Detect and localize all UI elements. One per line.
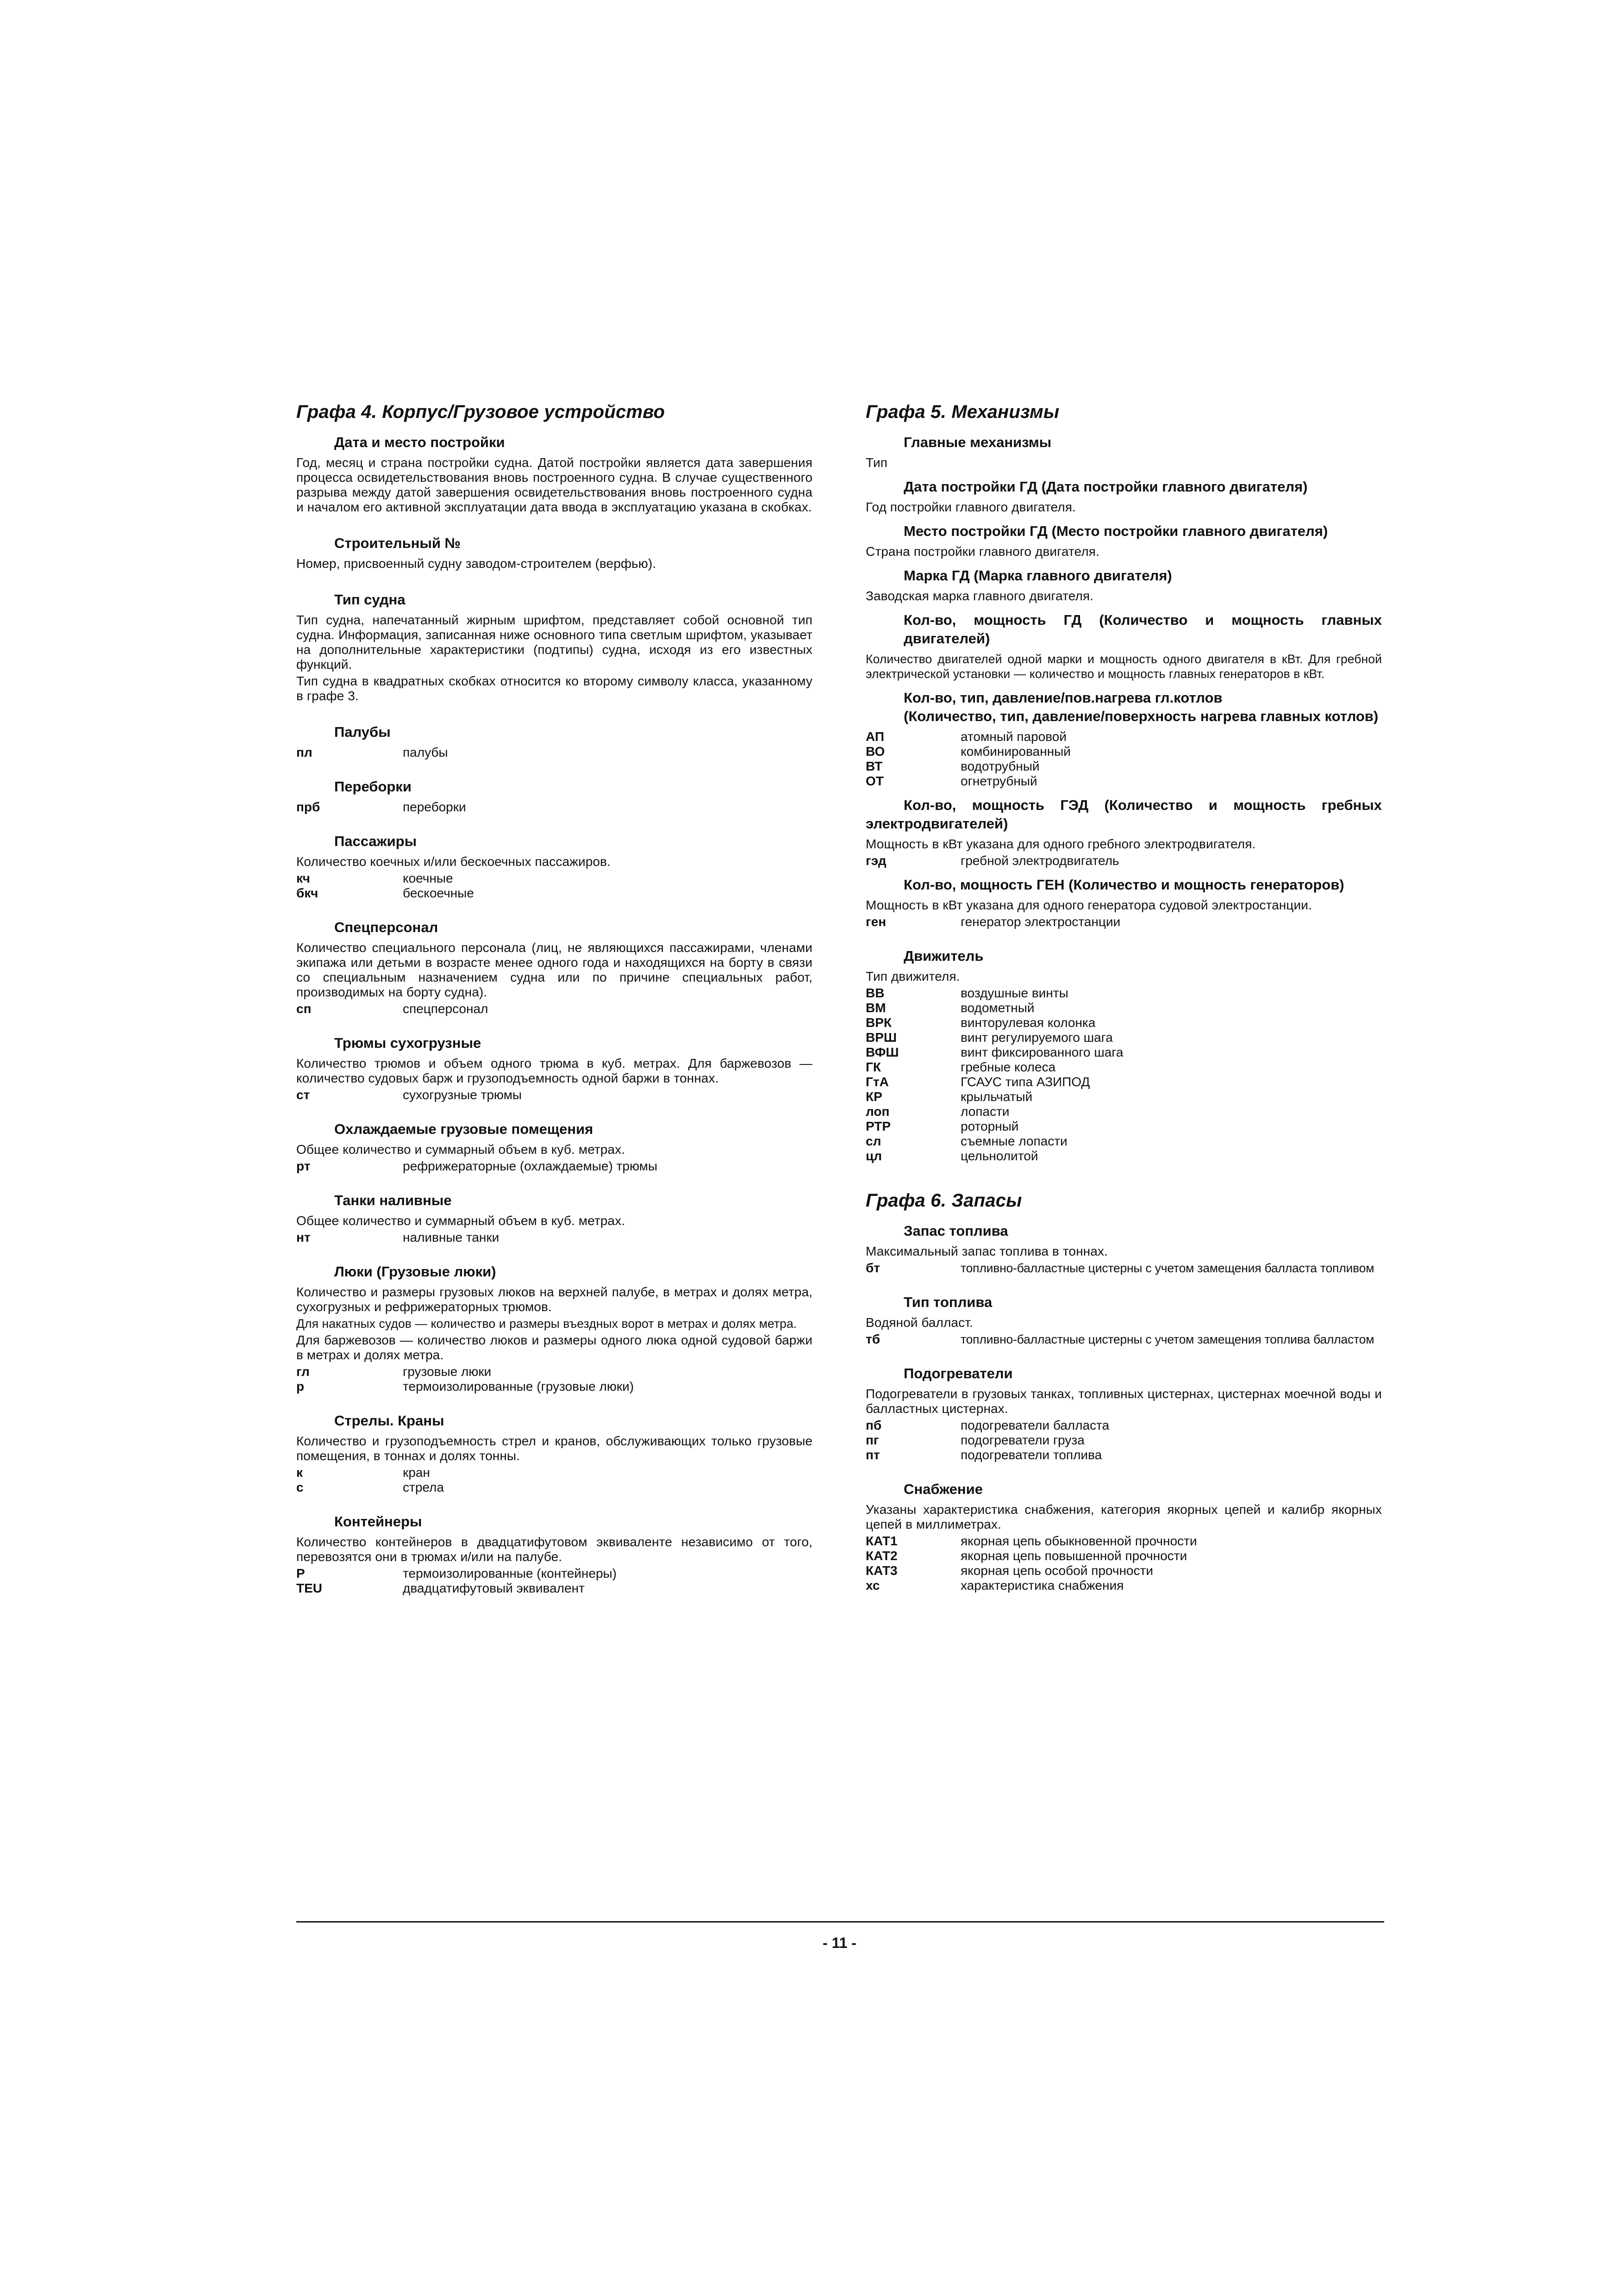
graf5-title: Графа 5. Механизмы [866, 402, 1060, 422]
code: лоп [866, 1104, 890, 1119]
code-desc: наливные танки [403, 1230, 500, 1244]
code-row [866, 853, 1382, 868]
section-heading: Строительный № [334, 535, 461, 551]
paragraph: Мощность в кВт указана для одного генератора судовой электростанции. [866, 898, 1312, 912]
section-boilers [866, 689, 1382, 789]
graf6-title: Графа 6. Запасы [866, 1190, 1022, 1211]
code: нт [296, 1230, 311, 1244]
code-row [866, 1418, 1382, 1433]
code: ОТ [866, 774, 884, 788]
code-row [866, 759, 1382, 774]
code: КАТ3 [866, 1563, 898, 1578]
code: пб [866, 1418, 882, 1432]
code-desc: бескоечные [403, 886, 474, 900]
code: к [296, 1465, 303, 1480]
section-heading: Марка ГД (Марка главного двигателя) [904, 567, 1172, 584]
code-desc: сухогрузные трюмы [403, 1088, 522, 1102]
code-desc: воздушные винты [961, 986, 1068, 1000]
paragraph: Максимальный запас топлива в тоннах. [866, 1244, 1108, 1258]
footer-rule [296, 1921, 1384, 1923]
code-row [866, 915, 1382, 929]
paragraph: Количество специального персонала (лиц, не являющихся пассажирами, членами экипажа или детьми в возрасте менее одного года и находящихся на борту в связи со специальным назначением судна или по причине специальных работ, производимых на борту судна). [296, 940, 812, 999]
paragraph: Заводская марка главного двигателя. [866, 589, 1094, 603]
code-row [866, 1332, 1382, 1347]
code-desc: винт регулируемого шага [961, 1030, 1113, 1045]
code: пг [866, 1433, 879, 1447]
section-heading: Кол-во, тип, давление/пов.нагрева гл.котлов [904, 690, 1223, 706]
page-number: - 11 - [823, 1935, 856, 1951]
code-desc: топливно-балластные цистерны с учетом замещения топлива балластом [961, 1332, 1374, 1346]
section-heading: Контейнеры [334, 1513, 422, 1530]
code: рт [296, 1159, 311, 1173]
section-decks [296, 723, 812, 760]
code: бт [866, 1261, 881, 1275]
code: ген [866, 915, 887, 929]
code-row [866, 1448, 1382, 1462]
section-hatches [296, 1263, 812, 1394]
section-heading: Главные механизмы [904, 434, 1052, 450]
code-desc: якорная цепь обыкновенной прочности [961, 1534, 1197, 1548]
paragraph: Количество и грузоподъемность стрел и кранов, обслуживающих только грузовые помещения, в тоннах и долях тонны. [296, 1434, 812, 1463]
code-row [296, 1088, 812, 1102]
code: сп [296, 1002, 312, 1016]
section-heading: Дата постройки ГД (Дата постройки главного двигателя) [904, 479, 1308, 495]
code-desc: кран [403, 1465, 430, 1480]
code-row [866, 1089, 1382, 1104]
code-row [866, 1563, 1382, 1578]
code-desc: съемные лопасти [961, 1134, 1068, 1148]
code: хс [866, 1578, 880, 1593]
code-row [866, 1104, 1382, 1119]
code-row [866, 1134, 1382, 1149]
code-desc: топливно-балластные цистерны с учетом замещения балласта топливом [961, 1261, 1374, 1275]
section-heading: Место постройки ГД (Место постройки главного двигателя) [904, 523, 1328, 539]
graf4-title: Графа 4. Корпус/Грузовое устройство [296, 402, 665, 422]
code: гл [296, 1364, 310, 1379]
code-desc: термоизолированные (контейнеры) [403, 1566, 617, 1580]
code: Р [296, 1566, 305, 1580]
section-me-date [866, 478, 1382, 515]
section-me-count [866, 611, 1382, 681]
code-desc: подогреватели топлива [961, 1448, 1102, 1462]
code-desc: рефрижераторные (охлаждаемые) трюмы [403, 1159, 658, 1173]
code: тб [866, 1332, 881, 1346]
code-desc: переборки [403, 800, 466, 814]
code-desc: огнетрубный [961, 774, 1037, 788]
section-heading: Подогреватели [904, 1365, 1013, 1381]
paragraph: Количество коечных и/или бескоечных пассажиров. [296, 854, 611, 869]
code: ВФШ [866, 1045, 899, 1059]
section-heading: Стрелы. Краны [334, 1412, 444, 1429]
code-row [296, 1364, 812, 1379]
code: КАТ1 [866, 1534, 898, 1548]
section-heading: Дата и место постройки [334, 434, 505, 450]
code-desc: лопасти [961, 1104, 1010, 1119]
section-heading: Движитель [904, 948, 984, 964]
section-heading: Охлаждаемые грузовые помещения [334, 1121, 593, 1137]
code-row [296, 745, 812, 760]
code-desc: гребной электродвигатель [961, 853, 1119, 868]
code: ВТ [866, 759, 883, 773]
section-build-no [296, 534, 812, 571]
code: сл [866, 1134, 881, 1148]
code-desc: термоизолированные (грузовые люки) [403, 1379, 634, 1394]
code: ст [296, 1088, 310, 1102]
code-desc: двадцатифутовый эквивалент [403, 1581, 585, 1595]
code-row [866, 1075, 1382, 1089]
code-row [866, 729, 1382, 744]
code: АП [866, 729, 884, 744]
paragraph: Количество двигателей одной марки и мощность одного двигателя в кВт. Для гребной электрической установки — количество и мощность главных генераторов в кВт. [866, 652, 1382, 681]
code-row [866, 1030, 1382, 1045]
code-row [866, 1534, 1382, 1549]
code-desc: коечные [403, 871, 453, 885]
code: ВВ [866, 986, 885, 1000]
code-desc: подогреватели балласта [961, 1418, 1110, 1432]
code-row [296, 1581, 812, 1596]
code: РТР [866, 1119, 891, 1133]
section-build-date [296, 433, 812, 515]
section-reefer [296, 1120, 812, 1174]
code-row [296, 1566, 812, 1581]
code: ВРШ [866, 1030, 897, 1045]
paragraph: Количество контейнеров в двадцатифутовом эквиваленте независимо от того, перевозятся они в трюмах и/или на палубе. [296, 1535, 812, 1564]
code-row [866, 1261, 1382, 1276]
code-desc: крыльчатый [961, 1089, 1033, 1104]
code-row [866, 774, 1382, 789]
section-gen [866, 876, 1382, 929]
section-tanks [296, 1191, 812, 1245]
code-desc: гребные колеса [961, 1060, 1056, 1074]
section-heading: Палубы [334, 724, 391, 740]
code-desc: грузовые люки [403, 1364, 492, 1379]
code: пт [866, 1448, 880, 1462]
code: кч [296, 871, 310, 885]
code: ВРК [866, 1015, 892, 1030]
paragraph: Для накатных судов — количество и размеры въездных ворот в метрах и долях метра. [296, 1317, 797, 1331]
section-heading: Люки (Грузовые люки) [334, 1263, 496, 1280]
code-row [866, 1015, 1382, 1030]
section-heading: Переборки [334, 778, 412, 795]
code-row [296, 1480, 812, 1495]
code: ВО [866, 744, 885, 759]
code-row [296, 886, 812, 901]
section-ged [866, 796, 1382, 868]
section-subheading: (Количество, тип, давление/поверхность нагрева главных котлов) [904, 708, 1379, 724]
code: с [296, 1480, 304, 1494]
section-passengers [296, 832, 812, 901]
code-row [296, 1465, 812, 1480]
code-desc: винт фиксированного шага [961, 1045, 1124, 1059]
paragraph: Тип [866, 455, 887, 470]
code-desc: атомный паровой [961, 729, 1067, 744]
section-dry-holds [296, 1034, 812, 1102]
code-row [296, 1159, 812, 1174]
paragraph: Количество и размеры грузовых люков на верхней палубе, в метрах и долях метра, сухогрузных и рефрижераторных трюмов. [296, 1285, 812, 1314]
section-containers [296, 1512, 812, 1596]
section-heading: Кол-во, мощность ГЕН (Количество и мощность генераторов) [904, 877, 1344, 893]
code-row [866, 1578, 1382, 1593]
section-fuel [866, 1222, 1382, 1276]
section-heading: Снабжение [904, 1481, 983, 1497]
code-desc: якорная цепь повышенной прочности [961, 1549, 1187, 1563]
code-row [296, 871, 812, 886]
code-desc: спецперсонал [403, 1002, 488, 1016]
code-desc: водотрубный [961, 759, 1040, 773]
paragraph: Год, месяц и страна постройки судна. Датой постройки является дата завершения процесса освидетельствования вновь построенного судна. В случае существенного разрыва между датой завершения освидетельствования вновь построенного судна и началом его активной эксплуатации дата ввода в эксплуатацию указана в скобках. [296, 455, 812, 514]
code: прб [296, 800, 320, 814]
code: цл [866, 1149, 882, 1163]
code-desc: характеристика снабжения [961, 1578, 1124, 1593]
section-me-make [866, 566, 1382, 604]
code-row [296, 1379, 812, 1394]
paragraph: Тип судна, напечатанный жирным шрифтом, представляет собой основной тип судна. Информация, записанная ниже основного типа светлым шрифтом, указывает на дополнительные характеристики (подтипы) судна, исходя из его известных функций. [296, 613, 812, 672]
section-me-place [866, 522, 1382, 559]
code-row [866, 986, 1382, 1001]
section-heading: Пассажиры [334, 833, 417, 849]
code: ВМ [866, 1001, 886, 1015]
code-row [296, 1002, 812, 1016]
code-row [866, 1549, 1382, 1563]
section-special-personnel [296, 918, 812, 1016]
section-heading: Кол-во, мощность ГД (Количество и мощность главных двигателей) [904, 612, 1382, 647]
section-heading: Танки наливные [334, 1192, 452, 1208]
section-heaters [866, 1364, 1382, 1462]
code-desc: водометный [961, 1001, 1035, 1015]
right-column [866, 400, 1382, 1593]
code-row [296, 800, 812, 815]
code: р [296, 1379, 305, 1394]
section-main-mechanisms [866, 433, 1382, 470]
code-row [866, 1433, 1382, 1448]
paragraph: Для баржевозов — количество люков и размеры одного люка одной судовой баржи в метрах и долях метра. [296, 1333, 812, 1362]
code-desc: генератор электростанции [961, 915, 1121, 929]
code-desc: якорная цепь особой прочности [961, 1563, 1153, 1578]
code: ГК [866, 1060, 881, 1074]
paragraph: Год постройки главного двигателя. [866, 500, 1076, 514]
paragraph: Тип судна в квадратных скобках относится ко второму символу класса, указанному в графе 3. [296, 674, 812, 703]
code-desc: комбинированный [961, 744, 1071, 759]
code: пл [296, 745, 312, 759]
section-propulsor [866, 947, 1382, 1164]
section-supply [866, 1480, 1382, 1593]
code-desc: стрела [403, 1480, 444, 1494]
section-cranes [296, 1412, 812, 1495]
paragraph: Количество трюмов и объем одного трюма в куб. метрах. Для баржевозов — количество судовых барж и грузоподъемность одной баржи в тоннах. [296, 1056, 812, 1085]
paragraph: Водяной балласт. [866, 1315, 973, 1330]
section-heading: Запас топлива [904, 1223, 1008, 1239]
section-heading: Кол-во, мощность ГЭД (Количество и мощность гребных электродвигателей) [866, 797, 1382, 832]
section-heading: Трюмы сухогрузные [334, 1035, 481, 1051]
section-fuel-type [866, 1293, 1382, 1347]
code-row [866, 1119, 1382, 1134]
paragraph: Страна постройки главного двигателя. [866, 544, 1099, 559]
code: ГтА [866, 1075, 889, 1089]
code: КАТ2 [866, 1549, 898, 1563]
left-column [296, 400, 812, 1596]
paragraph: Подогреватели в грузовых танках, топливных цистернах, цистернах моечной воды и балластных цистернах. [866, 1387, 1382, 1416]
paragraph: Мощность в кВт указана для одного гребного электродвигателя. [866, 837, 1256, 851]
code-row [866, 1045, 1382, 1060]
code-row [866, 1149, 1382, 1164]
code-row [866, 1060, 1382, 1075]
paragraph: Указаны характеристика снабжения, категория якорных цепей и калибр якорных цепей в миллиметрах. [866, 1502, 1382, 1531]
code-row [866, 744, 1382, 759]
code-row [866, 1001, 1382, 1015]
code-desc: палубы [403, 745, 448, 759]
paragraph: Номер, присвоенный судну заводом-строителем (верфью). [296, 556, 656, 571]
section-heading: Тип судна [334, 591, 406, 608]
section-heading: Тип топлива [904, 1294, 993, 1310]
code-desc: ГСАУС типа АЗИПОД [961, 1075, 1090, 1089]
code: бкч [296, 886, 319, 900]
section-heading: Спецперсонал [334, 919, 438, 935]
code: гэд [866, 853, 887, 868]
section-ship-type [296, 591, 812, 703]
code-desc: цельнолитой [961, 1149, 1038, 1163]
paragraph: Общее количество и суммарный объем в куб. метрах. [296, 1213, 625, 1228]
code-desc: винторулевая колонка [961, 1015, 1096, 1030]
code: КР [866, 1089, 882, 1104]
code-desc: подогреватели груза [961, 1433, 1085, 1447]
code-row [296, 1230, 812, 1245]
paragraph: Тип движителя. [866, 969, 960, 983]
code: TEU [296, 1581, 322, 1595]
paragraph: Общее количество и суммарный объем в куб. метрах. [296, 1142, 625, 1157]
section-bulkheads [296, 778, 812, 815]
code-desc: роторный [961, 1119, 1019, 1133]
